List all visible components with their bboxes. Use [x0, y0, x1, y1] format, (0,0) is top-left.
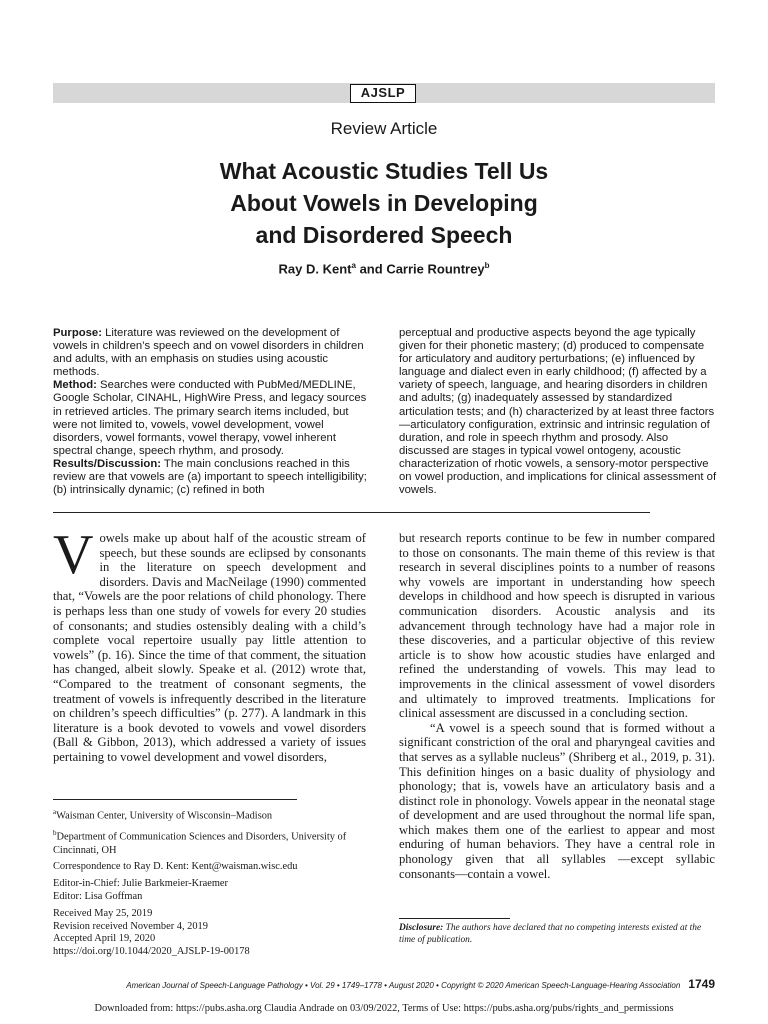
abstract-divider — [53, 512, 650, 513]
editor: Editor: Lisa Goffman — [53, 890, 143, 902]
journal-citation: American Journal of Speech-Language Pathology • Vol. 29 • 1749–1778 • August 2020 • Copyright © 2020 American Speech-Language-Hearing Association — [126, 981, 681, 990]
disclosure — [399, 923, 715, 946]
affiliation-b: $^b$Department of Communication Sciences and Disorders, University of Cincinnati, OH — [53, 829, 347, 856]
abstract-method-text: Searches were conducted with PubMed/MEDLINE, Google Scholar, CINAHL, HighWire Press, and legacy sources in retrieved articles. The primary search items included, but were not limited to, vowels, vowel development, vowel disorders, vowel formants, vowel therapy, vowel inherent spectral change, speech rhythm, and prosody. — [53, 379, 367, 457]
page-footer — [53, 977, 715, 991]
body-paragraph: “A vowel is a speech sound that is formed without a significant constriction of the oral and pharyngeal cavities and that serves as a syllable nucleus” (Shriberg et al., 2019, p. 31). This definition hinges on a basic duality of physiology and phonology; that is, vowels have an articulatory basis and a distinct role in phonology. Vowels appear in the neonatal stage of development and are used throughout the normal life span, which makes them one of the earliest to appear and most enduring of human behaviors. They have a central role in phonology given that all syllables —except syllabic consonants—contain a vowel. — [399, 720, 715, 881]
author-name: Ray D. Kent — [278, 261, 352, 277]
doi-link[interactable]: https://doi.org/10.1044/2020_AJSLP-19-00178 — [53, 946, 250, 958]
affiliation-a: $^a$Waisman Center, University of Wisconsin–Madison — [53, 808, 273, 822]
author-name: Carrie Rountrey — [386, 261, 485, 277]
abstract-results-text: The main conclusions reached in this review are that vowels are (a) important to speech intelligibility; (b) intrinsically dynamic; (c) refined in both — [53, 457, 367, 497]
drop-cap: V — [53, 524, 94, 586]
body-left-column — [53, 524, 366, 765]
footnote-divider — [53, 799, 297, 800]
affiliation-marker: a — [351, 261, 356, 270]
download-notice: Downloaded from: https://pubs.asha.org Claudia Andrade on 03/09/2022, Terms of Use: https://pubs.asha.org/pubs/rights_and_permissions — [94, 1003, 674, 1014]
body-paragraph: but research reports continue to be few in number compared to those on consonants. The main theme of this review is that research in several disciplines points to a number of reasons why vowels are important in understanding how speech develops in childhood and how speech is disrupted in various communication disorders. Acoustic analysis and its advancement through technology have had a major role in these discoveries, and a particular objective of this review article is to show how acoustic studies have enlarged and refined the understanding of vowels. This may lead to improvements in the clinical assessment of vowel disorders and ultimately to improved treatments. Implications for clinical assessment are discussed in a concluding section. — [399, 531, 715, 721]
author-list — [0, 261, 768, 276]
disclosure-text: The authors have declared that no competing interests existed at the time of publication. — [399, 923, 702, 945]
abstract-purpose-label: Purpose: — [53, 327, 102, 339]
received-date: Received May 25, 2019 — [53, 907, 153, 919]
disclosure-label: Disclosure: — [399, 923, 444, 933]
abstract-method-label: Method: — [53, 379, 97, 392]
footnotes — [53, 806, 366, 963]
abstract-purpose-text: Literature was reviewed on the development of vowels in children’s speech and on vowel disorders in children and adults, with an emphasis on studies using acoustic methods. — [53, 327, 364, 379]
abstract-right-column: perceptual and productive aspects beyond the age typically given for their phonetic mastery; (d) produced to compensate for articulatory and auditory perturbations; (e) influenced by language and dialect even in early childhood; (f) affected by a variety of speech, language, and hearing disorders in children and adults; (g) inadequately assessed by standardized articulation tests; and (h) characterized by at least three factors—articulatory configuration, extrinsic and intrinsic regulation of duration, and role in speech rhythm and prosody. Also discussed are stages in typical vowel ontogeny, acoustic characterization of rhotic vowels, a sensory-motor perspective on vowel production, and implications for clinical assessment of vowels. — [399, 327, 717, 497]
abstract-left-column — [53, 327, 371, 497]
article-title — [0, 155, 768, 251]
correspondence: Correspondence to Ray D. Kent: Kent@waisman.wisc.edu — [53, 861, 298, 873]
journal-tag: AJSLP — [350, 84, 416, 103]
body-right-column — [399, 531, 715, 881]
abstract-results-label: Results/Discussion: — [53, 457, 161, 470]
author-separator: and — [355, 261, 387, 277]
revision-date: Revision received November 4, 2019 — [53, 920, 208, 932]
body-paragraph: owels make up about half of the acoustic stream of speech, but these sounds are eclipsed by consonants in the literature on speech development and disorders. Davis and MacNeilage (1990) commented that, “Vowels are the poor relations of child phonology. There is perhaps less than one study of vowels for every 20 studies of consonants; and studies ostensibly dealing with a child’s complete vocal repertoire usually pay little attention to vowels” (p. 16). Since the time of that comment, the situation has changed, albeit slowly. Speake et al. (2012) wrote that, “Compared to the treatment of consonant segments, the treatment of vowels is infrequently described in the literature on children’s speech difficulties” (p. 277). A landmark in this literature is a book devoted to vowels and vowel disorders (Ball & Gibbon, 2013), which addressed a variety of issues pertaining to vowel development and vowel disorders, — [53, 531, 366, 764]
title-line: What Acoustic Studies Tell Us — [219, 158, 549, 184]
affiliation-marker: b — [484, 261, 490, 270]
title-line: and Disordered Speech — [255, 222, 513, 248]
article-type: Review Article — [330, 119, 438, 138]
accepted-date: Accepted April 19, 2020 — [53, 933, 156, 945]
disclosure-divider — [399, 918, 510, 919]
title-line: About Vowels in Developing — [230, 190, 538, 216]
page-number: 1749 — [688, 977, 715, 991]
editor-in-chief: Editor-in-Chief: Julie Barkmeier-Kraemer — [53, 878, 229, 890]
